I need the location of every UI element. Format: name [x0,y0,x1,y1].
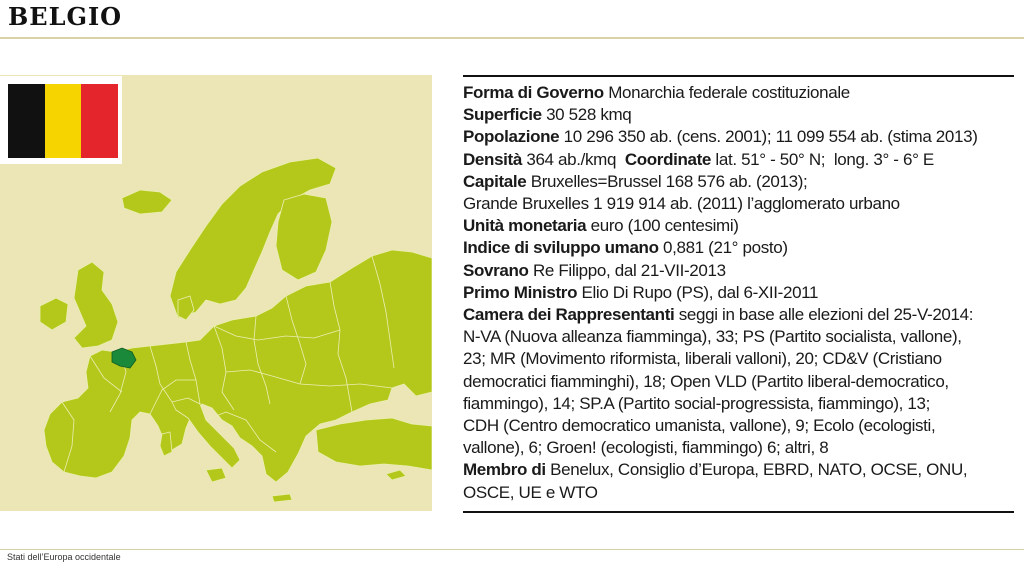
belgium-flag [8,84,118,158]
fact-popolazione [463,126,1014,148]
fact-camera-line: 23; MR (Movimento riformista, liberali valloni), 20; CD&V (Cristiano [463,349,942,369]
fact-label: Superficie [463,105,542,125]
fact-label: Coordinate [624,149,712,169]
ireland-shape [40,298,68,330]
fact-camera [463,304,1014,326]
sicily-shape [206,468,226,482]
fact-value: 364 ab./kmq [526,149,617,169]
fact-label: Membro di [463,460,546,480]
fact-label: Unità monetaria [463,216,587,236]
fact-unita-monetaria [463,215,1014,237]
fact-camera-line: CDH (Centro democratico umanista, vallone), 9; Ecolo (ecologisti, [463,416,936,436]
fact-camera-line: fiammingo), 14; SP.A (Partito social-progressista, fiammingo), 13; [463,393,930,413]
turkey-shape [316,418,432,470]
flag-stripe-red [81,84,118,158]
facts-list [463,82,1014,504]
flag-stripe-yellow [45,84,82,158]
fact-value: seggi in base alle elezioni del 25-V-2014: [678,305,974,325]
header-divider [0,37,1024,39]
fact-value: Elio Di Rupo (PS), dal 6-XII-2011 [581,282,819,302]
europe-landmass [40,158,432,502]
fact-camera-line: democratici fiamminghi), 18; Open VLD (Partito liberal-democratico, [463,371,949,391]
fact-value: Benelux, Consiglio d’Europa, EBRD, NATO, OCSE, ONU, [550,460,968,480]
sardinia-shape [160,432,172,456]
footer-caption: Stati dell’Europa occidentale [7,552,121,562]
fact-value: 0,881 (21° posto) [663,238,788,258]
fact-value: 30 528 kmq [546,105,632,125]
cyprus-shape [386,470,406,480]
fact-indice-sviluppo [463,237,1014,259]
page-title: BELGIO [8,2,123,31]
fact-label: Sovrano [463,260,529,280]
fact-label: Capitale [463,171,527,191]
fact-capitale [463,171,1014,193]
fact-label: Indice di sviluppo umano [463,238,659,258]
crete-shape [272,494,292,502]
fact-camera-line: N-VA (Nuova alleanza fiamminga), 33; PS (Partito socialista, vallone), [463,327,962,347]
facts-bottom-rule [463,511,1014,513]
fact-value: euro (100 centesimi) [590,216,739,236]
fact-label: Popolazione [463,127,560,147]
fact-value: Re Filippo, dal 21-VII-2013 [532,260,726,280]
fact-label: Forma di Governo [463,83,604,102]
footer-divider [0,549,1024,550]
fact-sovrano [463,260,1014,282]
fact-value: Bruxelles=Brussel 168 576 ab. (2013); [530,171,808,191]
iceland-shape [122,190,172,214]
facts-top-rule [463,75,1014,77]
fact-label: Camera dei Rappresentanti [463,305,675,325]
fact-label: Primo Ministro [463,282,578,302]
flag-stripe-black [8,84,45,158]
fact-camera-line: vallone), 6; Groen! (ecologisti, fiammingo) 6; altri, 8 [463,438,829,458]
fact-capitale-continued: Grande Bruxelles 1 919 914 ab. (2011) l’agglomerato urbano [463,194,900,214]
fact-forma-governo [463,82,1014,104]
finland-shape [276,194,332,280]
great-britain-shape [74,262,118,348]
fact-value: 10 296 350 ab. (cens. 2001); 11 099 554 ab. (stima 2013) [563,127,978,147]
fact-membro-continued: OSCE, UE e WTO [463,482,598,502]
fact-value: Monarchia federale costituzionale [608,83,850,102]
fact-label: Densità [463,149,522,169]
fact-value: lat. 51° - 50° N; long. 3° - 6° E [715,149,934,169]
fact-densita-coordinate [463,149,1014,171]
fact-primo-ministro [463,282,1014,304]
fact-membro [463,459,1014,481]
facts-panel [463,75,1014,513]
fact-superficie [463,104,1014,126]
